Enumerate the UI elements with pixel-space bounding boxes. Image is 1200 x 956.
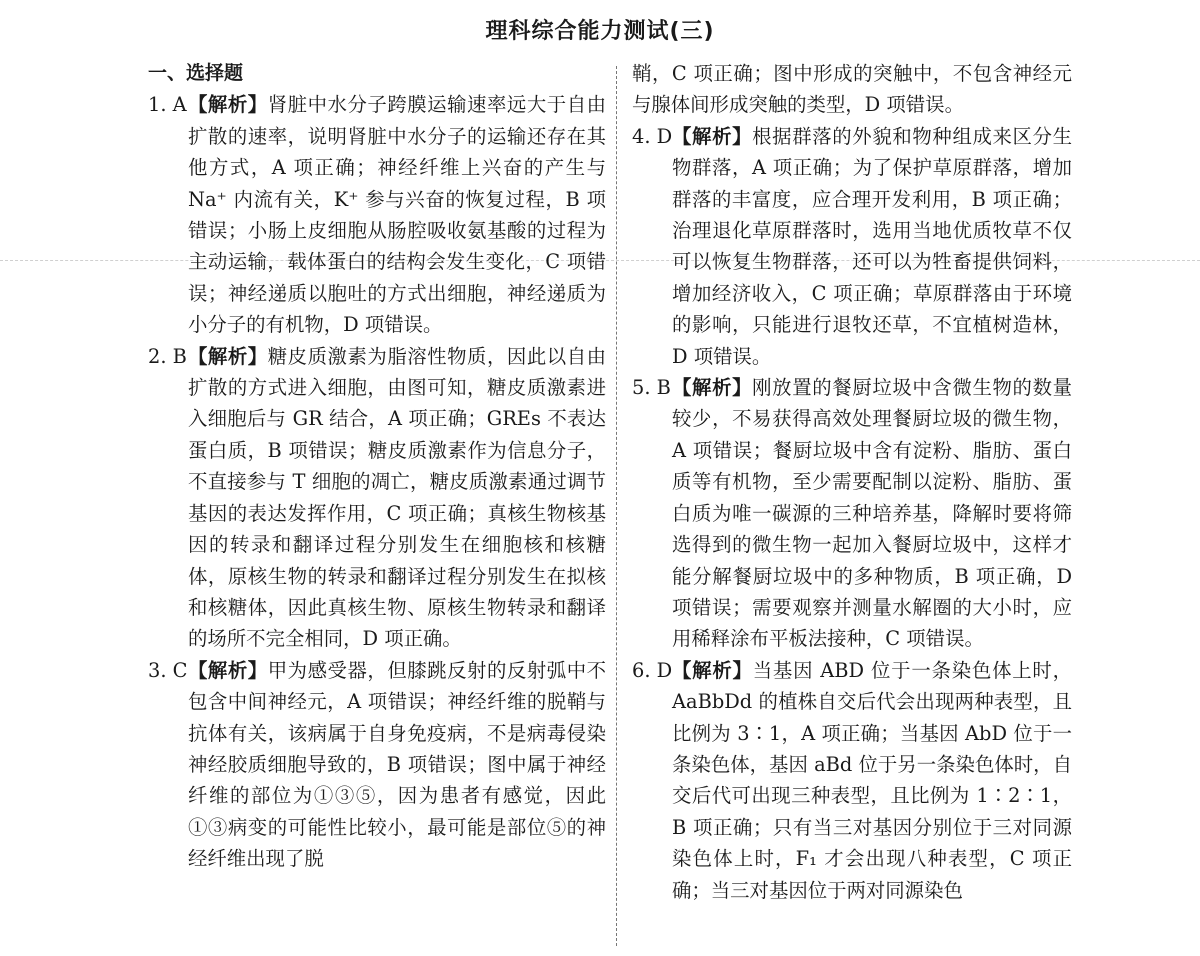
item-number: 3. C <box>148 658 188 682</box>
page-title: 理科综合能力测试(三) <box>485 19 715 44</box>
analysis-keyword: 【解析】 <box>672 124 753 148</box>
answer-item-4 <box>632 121 1072 372</box>
item-number: 6. D <box>632 658 673 682</box>
right-column <box>632 58 1072 906</box>
item-text: 甲为感受器，但膝跳反射的反射弧中不包含中间神经元，A 项错误；神经纤维的脱鞘与抗体有关，该病属于自身免疫病，不是病毒侵染神经胶质细胞导致的，B 项错误；图中属于神经纤维的部位为①③⑤，因为患者有感觉，因此①③病变的可能性比较小，最可能是部位⑤的神经纤维出现了脱 <box>188 658 607 871</box>
analysis-keyword: 【解析】 <box>188 344 268 368</box>
item-text: 鞘，C 项正确；图中形成的突触中，不包含神经元与腺体间形成突触的类型，D 项错误。 <box>632 62 1072 117</box>
answer-item-2 <box>148 341 606 655</box>
item-number: 5. B <box>632 376 671 400</box>
section-heading: 一、选择题 <box>148 62 244 84</box>
item-number: 2. B <box>148 344 187 368</box>
answer-item-1 <box>148 89 606 340</box>
column-divider <box>616 66 617 946</box>
analysis-keyword: 【解析】 <box>672 376 753 400</box>
item-number: 4. D <box>632 124 673 148</box>
analysis-keyword: 【解析】 <box>672 658 753 682</box>
item-text: 当基因 ABD 位于一条染色体上时，AaBbDd 的植株自交后代会出现两种表型，且比例为 3∶1，A 项正确；当基因 AbD 位于一条染色体，基因 aBd 位于另一条染色体时，自交后代可出现三种表型，且比例为 1∶2∶1，B 项正确；只有当三对基因分别位于三对同源染色体上时，F₁ 才会出现八种表型，C 项正确；当三对基因位于两对同源染色 <box>672 658 1072 902</box>
left-column <box>148 58 606 875</box>
item-text: 糖皮质激素为脂溶性物质，因此以自由扩散的方式进入细胞，由图可知，糖皮质激素进入细胞后与 GR 结合，A 项正确；GREs 不表达蛋白质，B 项错误；糖皮质激素作为信息分子，不直接参与 T 细胞的凋亡，糖皮质激素通过调节基因的表达发挥作用，C 项正确；真核生物核基因的转录和翻译过程分别发生在细胞核和核糖体，原核生物的转录和翻译过程分别发生在拟核和核糖体，因此真核生物、原核生物转录和翻译的场所不完全相同，D 项正确。 <box>188 344 607 651</box>
analysis-keyword: 【解析】 <box>188 93 268 117</box>
answer-item-6 <box>632 655 1072 906</box>
item-text: 根据群落的外貌和物种组成来区分生物群落，A 项正确；为了保护草原群落，增加群落的丰富度，应合理开发利用，B 项正确；治理退化草原群落时，选用当地优质牧草不仅可以恢复生物群落，还可以为牲畜提供饲料，增加经济收入，C 项正确；草原群落由于环境的影响，只能进行退牧还草，不宜植树造林，D 项错误。 <box>672 124 1073 368</box>
answer-item-5 <box>632 372 1072 655</box>
item-number: 1. A <box>148 93 187 117</box>
item-text: 肾脏中水分子跨膜运输速率远大于自由扩散的速率，说明肾脏中水分子的运输还存在其他方式，A 项正确；神经纤维上兴奋的产生与 Na⁺ 内流有关，K⁺ 参与兴奋的恢复过程，B 项错误；小肠上皮细胞从肠腔吸收氨基酸的过程为主动运输，载体蛋白的结构会发生变化，C 项错误；神经递质以胞吐的方式出细胞，神经递质为小分子的有机物，D 项错误。 <box>188 93 607 337</box>
answer-item-3-continued <box>632 58 1072 121</box>
item-text: 刚放置的餐厨垃圾中含微生物的数量较少，不易获得高效处理餐厨垃圾的微生物，A 项错误；餐厨垃圾中含有淀粉、脂肪、蛋白质等有机物，至少需要配制以淀粉、脂肪、蛋白质为唯一碳源的三种培养基，降解时要将筛选得到的微生物一起加入餐厨垃圾中，这样才能分解餐厨垃圾中的多种物质，B 项正确，D 项错误；需要观察并测量水解圈的大小时，应用稀释涂布平板法接种，C 项错误。 <box>672 376 1073 651</box>
answer-item-3 <box>148 655 606 875</box>
analysis-keyword: 【解析】 <box>188 658 268 682</box>
